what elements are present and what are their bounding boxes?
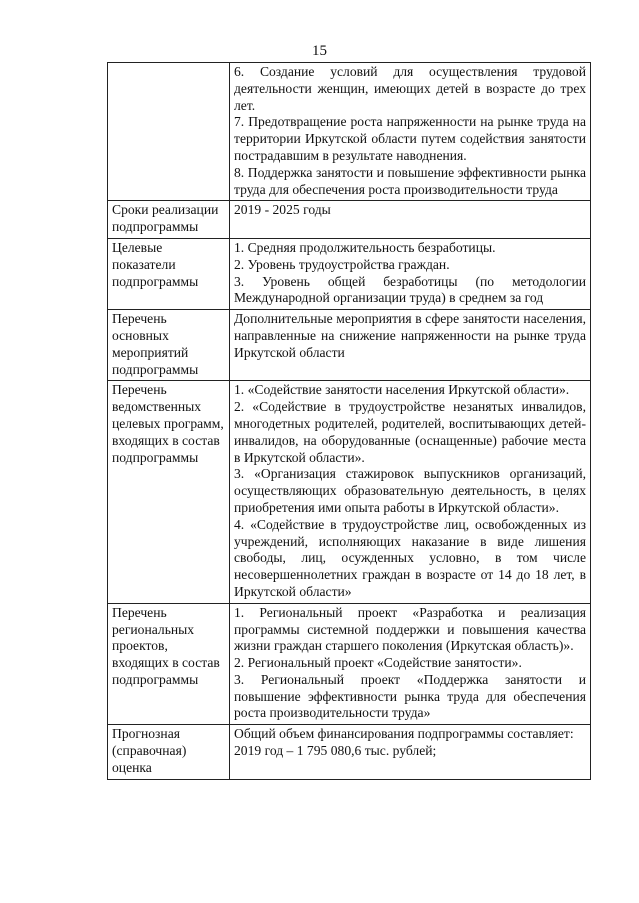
table-row-timeline <box>108 201 591 239</box>
row-paragraph: 1. «Содействие занятости населения Иркутской области». <box>234 382 570 398</box>
row-paragraph: Дополнительные мероприятия в сфере занятости населения, направленные на снижение напряженности на рынке труда Иркутской области <box>234 311 586 360</box>
row-label: Перечень региональных проектов, входящих в состав подпрограммы <box>108 603 230 725</box>
row-paragraph: 4. «Содействие в трудоустройстве лиц, освобожденных из учреждений, исполняющих наказание в виде лишения свободы, лиц, осужденных условно, в том числе несовершеннолетних граждан в возрасте от 14 до 18 лет, в Иркутской области» <box>234 516 586 599</box>
row-label <box>108 63 230 201</box>
row-paragraph: 2. «Содействие в трудоустройстве незанятых инвалидов, многодетных родителей, родителей, воспитывающих детей-инвалидов, на оборудованные (оснащенные) рабочие места в Иркутской области». <box>234 399 586 465</box>
row-paragraph: 7. Предотвращение роста напряженности на рынке труда на территории Иркутской области путем содействия занятости пострадавшим в результате наводнения. <box>234 114 586 163</box>
row-label: Прогнозная (справочная) оценка <box>108 725 230 779</box>
row-label: Перечень ведомственных целевых программ, входящих в состав подпрограммы <box>108 381 230 603</box>
row-paragraph: 2. Региональный проект «Содействие занятости». <box>234 655 522 671</box>
row-value <box>230 310 591 381</box>
row-value <box>230 238 591 309</box>
table-row-funding-estimate <box>108 725 591 779</box>
table-row-target-indicators <box>108 238 591 309</box>
row-paragraph: 8. Поддержка занятости и повышение эффективности рынка труда для обеспечения роста производительности труда <box>234 164 586 197</box>
row-paragraph: 3. Уровень общей безработицы (по методологии Международной организации труда) в среднем за год <box>234 273 586 306</box>
row-value <box>230 603 591 725</box>
row-paragraph: 3. «Организация стажировок выпускников организаций, осуществляющих образовательную деятельность, в целях приобретения ими опыта работы в Иркутской области». <box>234 466 586 515</box>
table-row-regional-projects <box>108 603 591 725</box>
row-paragraph: 2019 - 2025 годы <box>234 202 331 218</box>
row-value <box>230 63 591 201</box>
row-value <box>230 725 591 779</box>
row-paragraph: 1. Средняя продолжительность безработицы. <box>234 239 496 255</box>
row-label: Целевые показатели подпрограммы <box>108 238 230 309</box>
row-paragraph: 2019 год – 1 795 080,6 тыс. рублей; <box>234 743 437 759</box>
row-label: Перечень основных мероприятий подпрограммы <box>108 310 230 381</box>
table-row-main-activities <box>108 310 591 381</box>
row-value <box>230 201 591 239</box>
table-row-departmental-programs <box>108 381 591 603</box>
row-paragraph: 1. Региональный проект «Разработка и реализация программы системной поддержки и повышения качества жизни граждан старшего поколения (Иркутская область)». <box>234 604 586 654</box>
row-value <box>230 381 591 603</box>
row-paragraph: Общий объем финансирования подпрограммы составляет: <box>234 726 574 742</box>
row-label: Сроки реализации подпрограммы <box>108 201 230 239</box>
row-paragraph: 2. Уровень трудоустройства граждан. <box>234 256 450 272</box>
page-number: 15 <box>312 43 327 59</box>
table-row-goals-continued <box>108 63 591 201</box>
subprogram-passport-table <box>107 62 591 780</box>
row-paragraph: 3. Региональный проект «Поддержка занятости и повышение эффективности рынка труда для обеспечения роста производительности труда» <box>234 671 586 721</box>
row-paragraph: 6. Создание условий для осуществления трудовой деятельности женщин, имеющих детей в возрасте до трех лет. <box>234 64 586 113</box>
